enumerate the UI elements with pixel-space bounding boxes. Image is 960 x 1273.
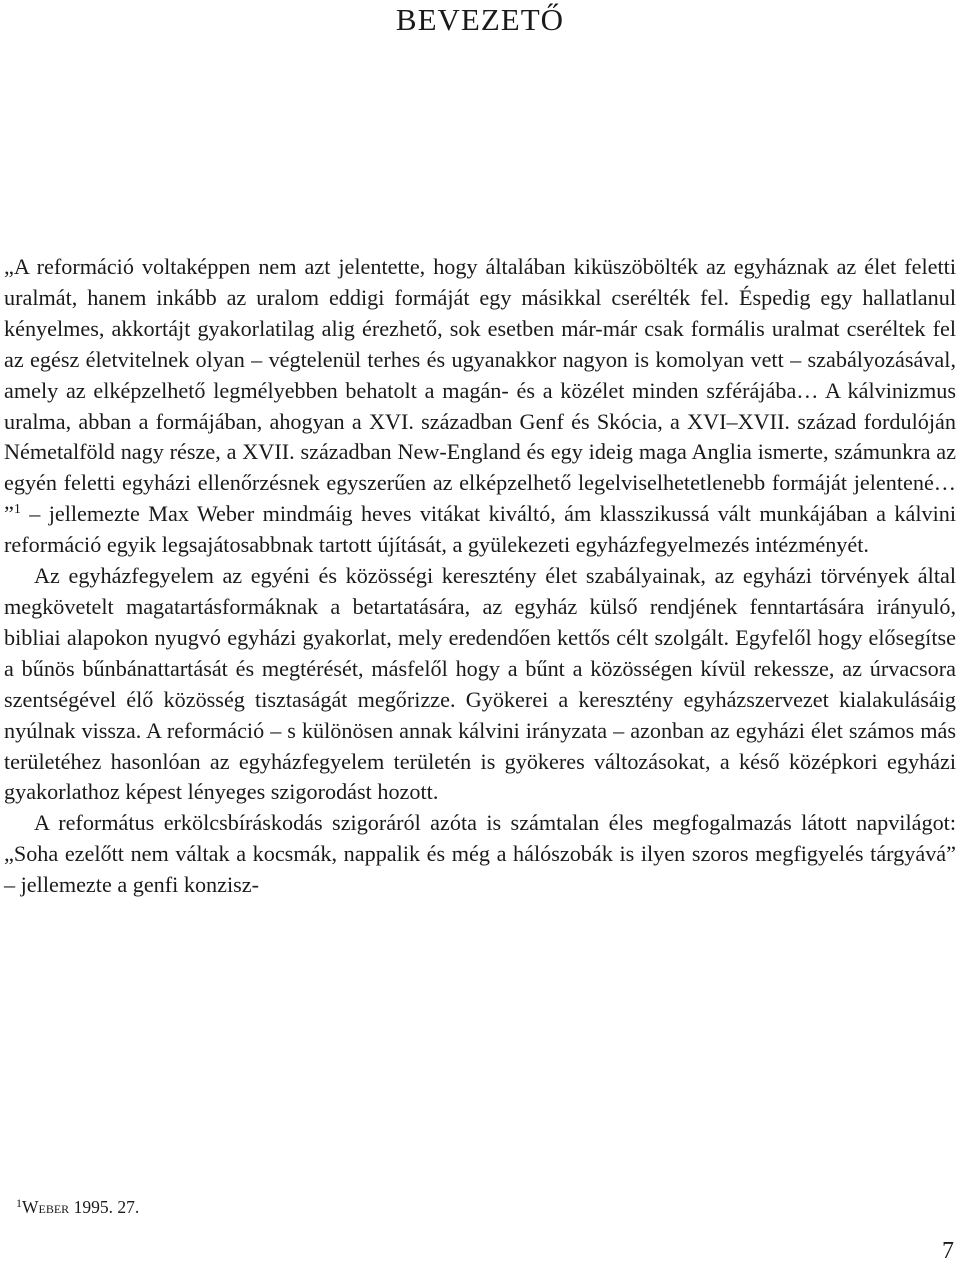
quote-text: „A reformáció voltaképpen nem azt jelentette, hogy általában kiküszöbölték az egyháznak az élet feletti uralmát, hanem inkább az uralom eddigi formáját egy másikkal cserélték fel. Éspedig egy hallatlanul kényelmes, akkortájt gyakorlatilag alig érezhető, sok esetben már-már csak formális uralmat cseréltek fel az egész életvitelnek olyan – végtelenül terhes és ugyanakkor nagyon is komolyan vett – szabályozásával, amely az elképzelhető legmélyebben behatolt a magán- és a közélet minden szférájába… A kálvinizmus uralma, abban a formájában, ahogyan a XVI. században Genf és Skócia, a XVI–XVII. század fordulóján Németalföld nagy része, a XVII. században New-England és egy ideig maga Anglia ismerte, számunkra az egyén feletti egyházi ellenőrzésnek egyszerűen az elképzelhető legelviselhetetlenebb formáját jelentené… ” [4,254,956,527]
paragraph: Az egyházfegyelem az egyéni és közösségi keresztény élet szabályainak, az egyházi törvények által megkövetelt magatartásformáknak a betartatására, az egyház külső rendjének fenntartására irányuló, bibliai alapokon nyugvó egyházi gyakorlat, mely eredendően kettős célt szolgált. Egyfelől hogy elősegítse a bűnös bűnbánattartását és megtérését, másfelől hogy a bűnt a közösségen kívül rekessze, az úrvacsora szentségével élő közösség tisztaságát megőrizze. Gyökerei a keresztény egyházszervezet kialakulásáig nyúlnak vissza. A reformáció – s különösen annak kálvini irányzata – azonban az egyházi élet számos más területéhez hasonlóan az egyházfegyelem területén is gyökeres változásokat, a késő középkori egyházi gyakorlathoz képest lényeges szigorodást hozott. [4,563,956,805]
paragraph: A református erkölcsbíráskodás szigoráról azóta is számtalan éles megfogalmazás látott napvilágot: „Soha ezelőtt nem váltak a kocsmák, nappalik és még a hálószobák is ilyen szoros megfigyelés tárgyává” – jellemezte a genfi konzisz- [4,810,956,898]
footnote-number: 1 [16,1196,22,1210]
page-number: 7 [942,1238,954,1264]
body-text [4,252,956,901]
quote-attribution: – jellemezte Max Weber mindmáig heves vitákat kiváltó, ám klasszikussá vált munkájában a kálvini reformáció egyik legsajátosabbnak tartott újítását, a gyülekezeti egyházfegyelmezés intézményét. [4,501,956,558]
footnote [16,1196,139,1218]
footnote-reference[interactable]: 1 [13,502,21,518]
footnote-author: Weber [22,1197,70,1217]
page-title: BEVEZETŐ [395,2,565,37]
paragraph-quote [4,252,956,561]
footnote-citation: 1995. 27. [69,1197,140,1217]
